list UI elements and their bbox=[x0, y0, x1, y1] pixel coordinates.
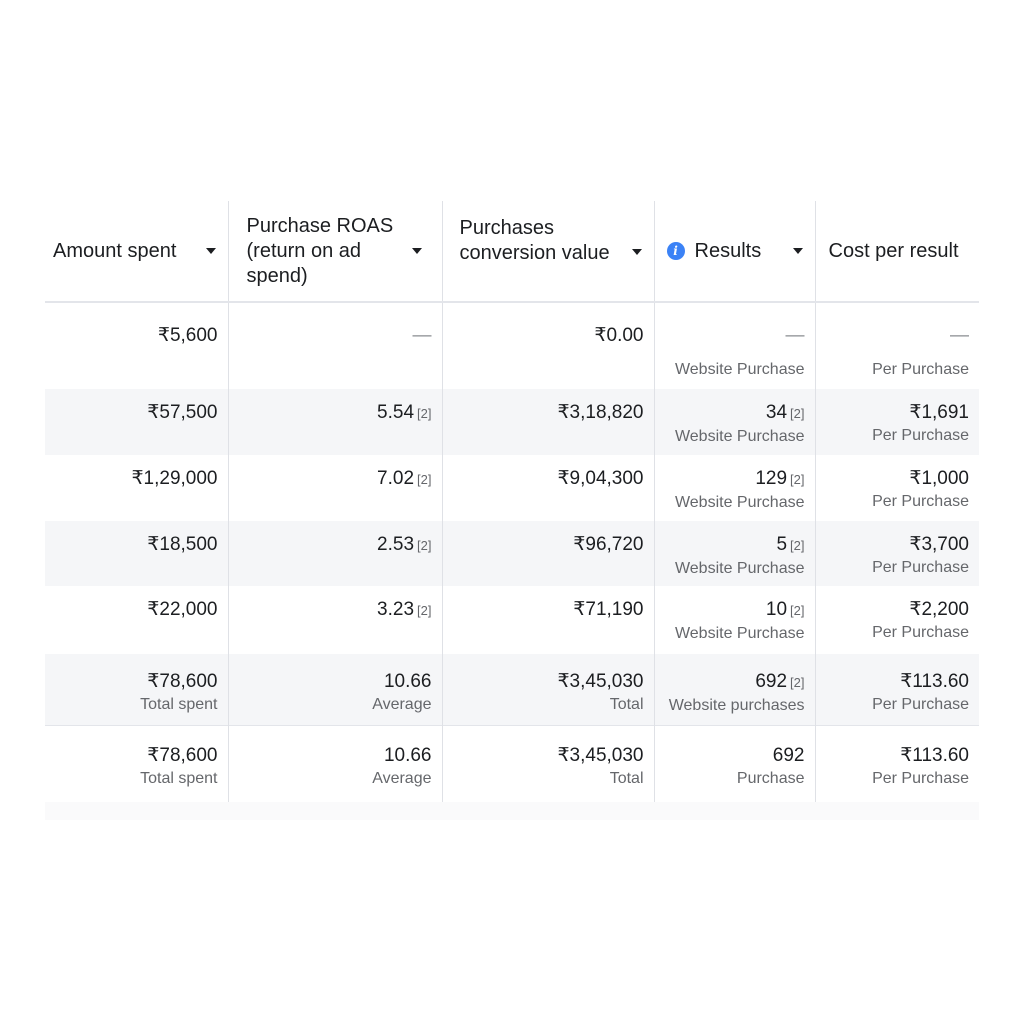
conversion-value-cell bbox=[442, 302, 654, 389]
conversion-value-cell bbox=[442, 725, 654, 802]
conversion-value-cell bbox=[442, 586, 654, 654]
attribution-note[interactable]: [2] bbox=[790, 603, 805, 618]
roas-value: — bbox=[412, 325, 432, 346]
column-header-cost-per-result[interactable] bbox=[815, 201, 979, 302]
table-row[interactable] bbox=[45, 455, 979, 521]
caret-down-icon[interactable] bbox=[206, 248, 216, 254]
amount-spent-value: ₹57,500 bbox=[147, 402, 218, 423]
results-cell bbox=[654, 455, 815, 521]
column-header-label: Purchase ROAS (return on ad spend) bbox=[246, 214, 394, 287]
amount-spent-value: ₹22,000 bbox=[147, 599, 218, 620]
results-cell bbox=[654, 389, 815, 455]
cost-per-result-value: ₹1,000 bbox=[909, 468, 969, 489]
results-value: 692 bbox=[772, 744, 805, 766]
conversion-value: ₹71,190 bbox=[573, 599, 644, 620]
caret-down-icon[interactable] bbox=[793, 248, 803, 254]
conversion-value: ₹9,04,300 bbox=[557, 468, 644, 489]
cost-per-result-cell bbox=[815, 586, 979, 654]
conversion-value: ₹96,720 bbox=[573, 534, 644, 555]
conversion-value-label: Total bbox=[609, 696, 644, 713]
table-row[interactable] bbox=[45, 521, 979, 586]
cost-per-result-value: — bbox=[950, 325, 969, 346]
roas-cell bbox=[228, 654, 442, 725]
conversion-value: ₹3,45,030 bbox=[557, 744, 644, 766]
cost-per-result-unit: Per Purchase bbox=[872, 696, 969, 713]
amount-spent-label: Total spent bbox=[140, 769, 218, 787]
cost-per-result-cell bbox=[815, 725, 979, 802]
conversion-value-label: Total bbox=[609, 769, 644, 787]
column-header-label: Results bbox=[694, 239, 762, 262]
amount-spent-cell bbox=[45, 586, 228, 654]
attribution-note[interactable]: [2] bbox=[790, 406, 805, 421]
cost-per-result-value: ₹3,700 bbox=[909, 534, 969, 555]
amount-spent-value: ₹78,600 bbox=[147, 671, 218, 692]
roas-value: 3.23 bbox=[377, 599, 415, 620]
amount-spent-label: Total spent bbox=[140, 696, 218, 713]
conversion-value: ₹3,18,820 bbox=[557, 402, 644, 423]
cost-per-result-value: ₹2,200 bbox=[909, 599, 969, 620]
conversion-value-cell bbox=[442, 521, 654, 586]
cost-per-result-value: ₹1,691 bbox=[909, 402, 969, 423]
conversion-value: ₹0.00 bbox=[594, 325, 644, 346]
amount-spent-cell bbox=[45, 654, 228, 725]
roas-cell bbox=[228, 389, 442, 455]
roas-value: 7.02 bbox=[377, 468, 415, 489]
cost-per-result-unit: Per Purchase bbox=[872, 559, 969, 576]
attribution-note[interactable]: [2] bbox=[790, 472, 805, 487]
amount-spent-cell bbox=[45, 725, 228, 802]
results-value: 129 bbox=[755, 468, 788, 489]
amount-spent-cell bbox=[45, 302, 228, 389]
caret-down-icon[interactable] bbox=[412, 248, 422, 254]
attribution-note[interactable]: [2] bbox=[417, 538, 432, 553]
attribution-note[interactable]: [2] bbox=[790, 538, 805, 553]
roas-label: Average bbox=[372, 696, 432, 713]
amount-spent-value: ₹1,29,000 bbox=[131, 468, 218, 489]
conversion-value-cell bbox=[442, 455, 654, 521]
attribution-note[interactable]: [2] bbox=[417, 406, 432, 421]
cost-per-result-unit: Per Purchase bbox=[872, 769, 969, 787]
table-row[interactable] bbox=[45, 302, 979, 389]
cost-per-result-cell bbox=[815, 389, 979, 455]
roas-cell bbox=[228, 586, 442, 654]
cost-per-result-cell bbox=[815, 455, 979, 521]
table-row[interactable] bbox=[45, 586, 979, 654]
conversion-value-cell bbox=[442, 389, 654, 455]
amount-spent-cell bbox=[45, 521, 228, 586]
conversion-value-cell bbox=[442, 654, 654, 725]
results-value: 5 bbox=[776, 534, 788, 555]
column-header-amount-spent[interactable] bbox=[45, 201, 228, 302]
results-cell bbox=[654, 521, 815, 586]
summary-row[interactable] bbox=[45, 725, 979, 802]
column-header-purchase-roas[interactable] bbox=[228, 201, 442, 302]
cost-per-result-unit: Per Purchase bbox=[872, 493, 969, 510]
roas-cell bbox=[228, 725, 442, 802]
roas-cell bbox=[228, 455, 442, 521]
column-header-label: Cost per result bbox=[828, 239, 959, 262]
results-type: Website Purchase bbox=[674, 625, 805, 642]
amount-spent-value: ₹18,500 bbox=[147, 534, 218, 555]
cost-per-result-cell bbox=[815, 302, 979, 389]
attribution-note[interactable]: [2] bbox=[417, 472, 432, 487]
results-type: Website purchases bbox=[668, 697, 805, 714]
results-type: Website Purchase bbox=[674, 361, 805, 378]
results-type: Purchase bbox=[736, 769, 805, 787]
table-row[interactable] bbox=[45, 389, 979, 455]
ads-report-table bbox=[45, 201, 979, 802]
ads-report-table-wrap bbox=[45, 201, 979, 802]
roas-value: 2.53 bbox=[377, 534, 415, 555]
roas-cell bbox=[228, 302, 442, 389]
header-row bbox=[45, 201, 979, 302]
cost-per-result-unit: Per Purchase bbox=[872, 427, 969, 444]
amount-spent-value: ₹78,600 bbox=[147, 744, 218, 766]
cost-per-result-value: ₹113.60 bbox=[900, 671, 969, 692]
attribution-note[interactable]: [2] bbox=[790, 675, 805, 690]
amount-spent-cell bbox=[45, 455, 228, 521]
amount-spent-value: ₹5,600 bbox=[157, 325, 218, 346]
cost-per-result-cell bbox=[815, 654, 979, 725]
caret-down-icon[interactable] bbox=[632, 249, 642, 255]
column-header-results[interactable] bbox=[654, 201, 815, 302]
cost-per-result-unit: Per Purchase bbox=[872, 624, 969, 641]
roas-cell bbox=[228, 521, 442, 586]
results-cell bbox=[654, 302, 815, 389]
results-type: Website Purchase bbox=[674, 494, 805, 511]
roas-value: 10.66 bbox=[383, 744, 432, 766]
results-cell bbox=[654, 654, 815, 725]
cost-per-result-value: ₹113.60 bbox=[900, 744, 969, 766]
info-icon[interactable]: i bbox=[667, 242, 685, 260]
column-header-label: Purchases conversion value bbox=[459, 217, 610, 264]
amount-spent-cell bbox=[45, 389, 228, 455]
results-cell bbox=[654, 586, 815, 654]
roas-value: 5.54 bbox=[377, 402, 415, 423]
roas-value: 10.66 bbox=[383, 671, 432, 692]
cost-per-result-cell bbox=[815, 521, 979, 586]
results-value: 34 bbox=[765, 402, 788, 423]
table-bottom-strip bbox=[45, 802, 979, 820]
results-value: — bbox=[785, 325, 805, 346]
attribution-note[interactable]: [2] bbox=[417, 603, 432, 618]
summary-row[interactable] bbox=[45, 654, 979, 725]
conversion-value: ₹3,45,030 bbox=[557, 671, 644, 692]
cost-per-result-unit: Per Purchase bbox=[872, 361, 969, 378]
results-type: Website Purchase bbox=[674, 560, 805, 577]
results-value: 10 bbox=[765, 599, 788, 620]
results-type: Website Purchase bbox=[674, 428, 805, 445]
roas-label: Average bbox=[372, 769, 432, 787]
results-value: 692 bbox=[755, 671, 788, 692]
column-header-label: Amount spent bbox=[53, 239, 177, 262]
results-cell bbox=[654, 725, 815, 802]
column-header-purchases-conversion-value[interactable] bbox=[442, 201, 654, 302]
